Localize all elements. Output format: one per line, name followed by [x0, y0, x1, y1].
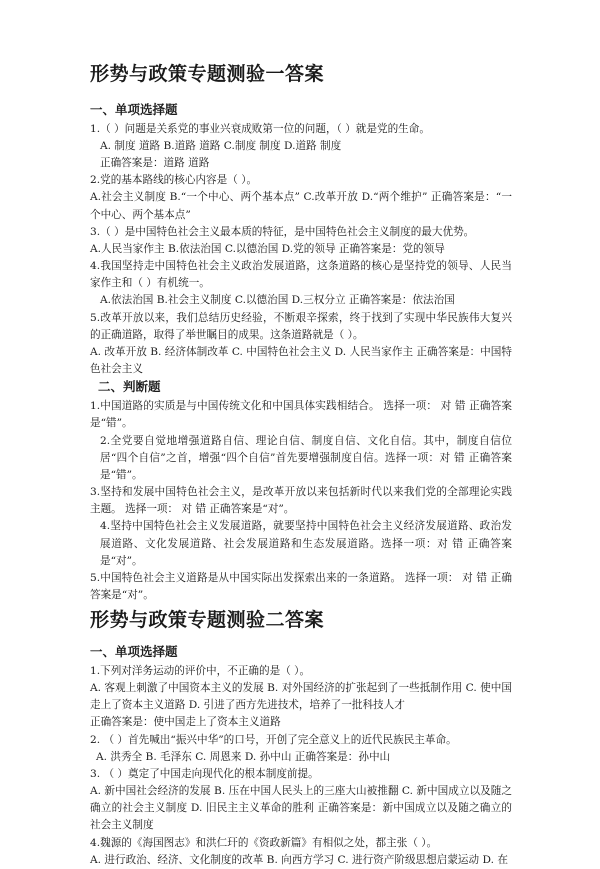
true-false-item: 3.坚持和发展中国特色社会主义，是改革开放以来包括新时代以来我们党的全部理论实践主题。 选择一项： 对 错 正确答案是“对”。: [90, 486, 512, 516]
question-text: 3. （ ）奠定了中国走向现代化的根本制度前提。: [90, 767, 319, 780]
options-text: A. 新中国社会经济的发展 B. 压在中国人民头上的三座大山被推翻 C. 新中国成立以及随之确立的社会主义制度 D. 旧民主主义革命的胜利 正确答案是：新中国成立以及随之确立的社会主义制度: [90, 785, 512, 832]
options-text: A. 客观上刺激了中国资本主义的发展 B. 对外国经济的扩张起到了一些抵制作用 C. 使中国走上了资本主义道路 D. 引进了西方先进技术，培养了一批科技人才: [90, 682, 512, 712]
true-false-item: 2.全党要自觉地增强道路自信、理论自信、制度自信、文化自信。其中，制度自信位居“四个自信”之首，增强“四个自信”首先要增强制度自信。选择一项：对 错 正确答案是“错”。: [100, 434, 512, 481]
quiz-two-title: 形势与政策专题测验二答案: [90, 609, 325, 632]
answer-text: 正确答案是：使中国走上了资本主义道路: [90, 716, 281, 729]
options-text: A. 进行政治、经济、文化制度的改革 B. 向西方学习 C. 进行资产阶级思想启蒙运动 D. 在: [90, 853, 508, 866]
options-text: A.人民当家作主 B.依法治国 C.以德治国 D.党的领导 正确答案是：党的领导: [90, 242, 445, 255]
true-false-item: 5.中国特色社会主义道路是从中国实际出发探索出来的一条道路。 选择一项： 对 错 正确答案是“对”。: [90, 571, 512, 601]
question-text: 5.改革开放以来，我们总结历史经验，不断艰辛探索，终于找到了实现中华民族伟大复兴的正确道路，取得了举世瞩目的成果。这条道路就是（ ）。: [90, 311, 512, 341]
single-choice-heading: 一、单项选择题: [90, 643, 178, 659]
question-text: 1.（ ）问题是关系党的事业兴衰成败第一位的问题，（ ）就是党的生命。: [90, 122, 430, 135]
options-text: A. 改革开放 B. 经济体制改革 C. 中国特色社会主义 D. 人民当家作主 正确答案是：中国特色社会主义: [90, 345, 512, 375]
options-text: A.依法治国 B.社会主义制度 C.以德治国 D.三权分立 正确答案是：依法治国: [100, 294, 455, 307]
question-text: 1.下列对洋务运动的评价中，不正确的是（ ）。: [90, 664, 311, 677]
question-text: 2. （ ）首先喊出“振兴中华”的口号，开创了完全意义上的近代民族民主革命。: [90, 733, 457, 746]
true-false-heading: 二、判断题: [98, 379, 161, 395]
question-text: 4.我国坚持走中国特色社会主义政治发展道路，这条道路的核心是坚持党的领导、人民当家作主和（ ）有机统一。: [90, 260, 512, 290]
options-text: A. 洪秀全 B. 毛泽东 C. 周恩来 D. 孙中山 正确答案是：孙中山: [96, 750, 391, 763]
question-text: 3.（ ）是中国特色社会主义最本质的特征，是中国特色社会主义制度的最大优势。: [90, 225, 475, 238]
answer-text: 正确答案是：道路 道路: [100, 157, 210, 170]
question-text: 2.党的基本路线的核心内容是（ ）。: [90, 174, 258, 187]
question-text: 4.魏源的《海国图志》和洪仁玕的《资政新篇》有相似之处，都主张（ ）。: [90, 836, 438, 849]
options-text: A.社会主义制度 B.“一个中心、两个基本点” C.改革开放 D.“两个维护” 正确答案是：“一个中心、两个基本点”: [90, 191, 512, 221]
quiz-one-title: 形势与政策专题测验一答案: [90, 63, 325, 85]
options-text: A. 制度 道路 B.道路 道路 C.制度 制度 D.道路 制度: [100, 139, 342, 152]
true-false-item: 4.坚持中国特色社会主义发展道路，就要坚持中国特色社会主义经济发展道路、政治发展道路、文化发展道路、社会发展道路和生态发展道路。选择一项：对 错 正确答案是“对”。: [100, 520, 512, 567]
single-choice-heading: 一、单项选择题: [90, 101, 178, 117]
true-false-item: 1.中国道路的实质是与中国传统文化和中国具体实践相结合。 选择一项： 对 错 正确答案是“错”。: [90, 400, 512, 430]
